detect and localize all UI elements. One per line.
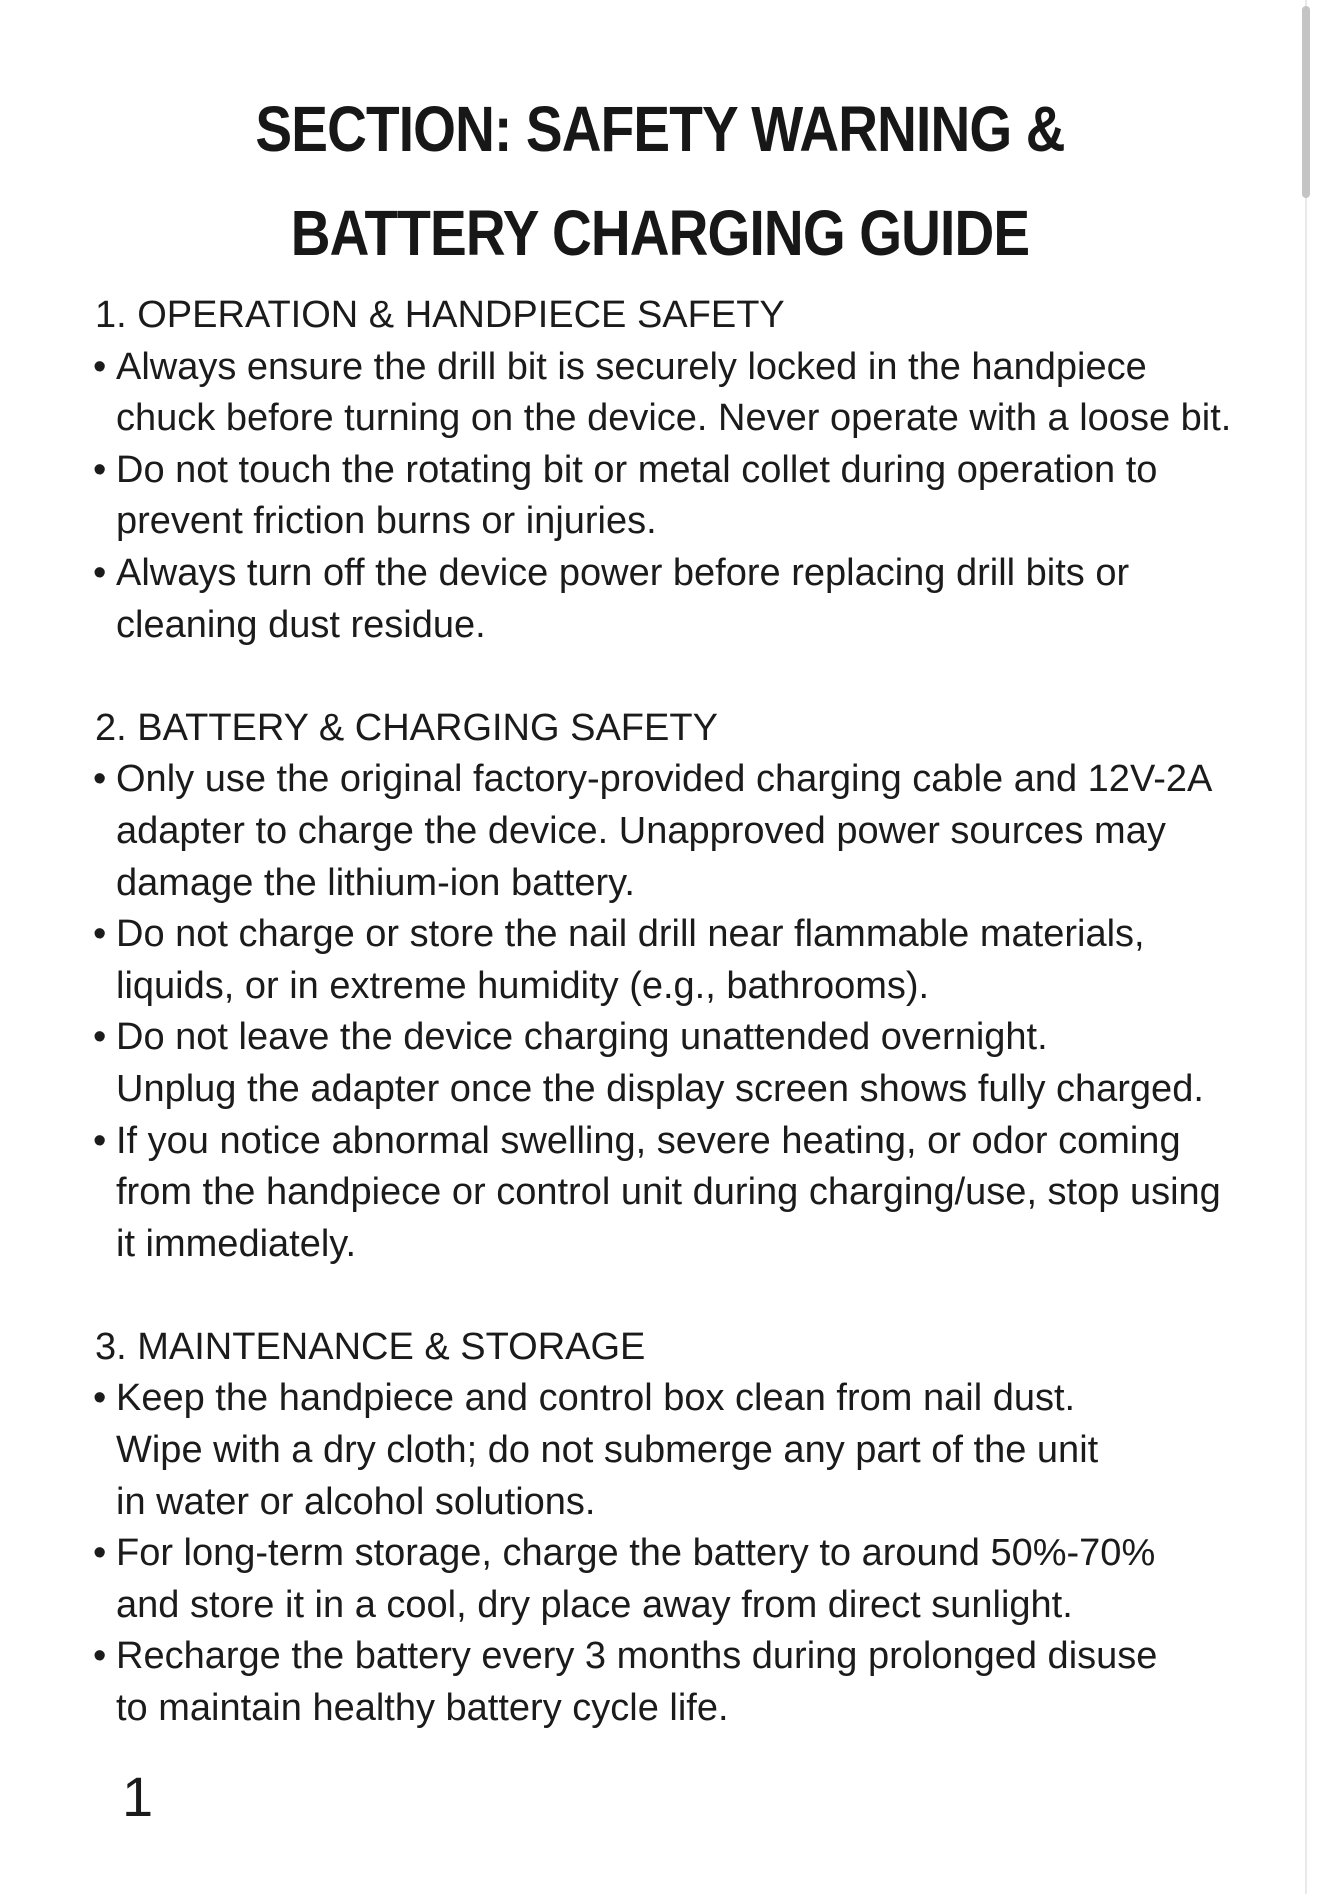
section-heading: 2. BATTERY & CHARGING SAFETY — [95, 706, 718, 749]
section-heading: 1. OPERATION & HANDPIECE SAFETY — [95, 294, 785, 336]
bullet-icon: • — [93, 1119, 107, 1162]
list-item-text: Do not touch the rotating bit or metal collet during operation to — [116, 448, 1158, 491]
bullet-icon: • — [93, 1377, 107, 1420]
bullet-icon: • — [93, 345, 107, 388]
list-item-text: Always turn off the device power before replacing drill bits or — [116, 551, 1130, 594]
section-battery-charging-safety — [95, 703, 1235, 1271]
list-item — [95, 1528, 1235, 1631]
bullet-icon: • — [93, 551, 107, 594]
list-item-text: chuck before turning on the device. Never operate with a loose bit. — [116, 397, 1232, 440]
list-item — [95, 1116, 1235, 1271]
list-item — [95, 342, 1235, 445]
page-number: 1 — [122, 1765, 154, 1828]
list-item-text: in water or alcohol solutions. — [116, 1480, 596, 1523]
list-item-text: If you notice abnormal swelling, severe heating, or odor coming — [116, 1119, 1181, 1162]
list-item — [95, 1012, 1235, 1115]
bullet-icon: • — [93, 1016, 107, 1059]
bullet-icon: • — [93, 758, 107, 801]
list-item — [95, 1373, 1235, 1528]
list-item-text: and store it in a cool, dry place away from direct sunlight. — [116, 1583, 1073, 1626]
list-item — [95, 909, 1235, 1012]
list-item-text: prevent friction burns or injuries. — [116, 500, 657, 543]
scrollbar-thumb[interactable] — [1302, 6, 1310, 198]
list-item-text: it immediately. — [116, 1222, 357, 1265]
list-item-text: liquids, or in extreme humidity (e.g., bathrooms). — [116, 964, 930, 1007]
document-body — [95, 290, 1235, 1786]
list-item-text: Recharge the battery every 3 months during prolonged disuse — [116, 1635, 1158, 1678]
section-operation-safety — [95, 290, 1235, 651]
list-item-text: Wipe with a dry cloth; do not submerge any part of the unit — [116, 1429, 1099, 1472]
list-item-text: cleaning dust residue. — [116, 603, 486, 646]
list-item-text: Always ensure the drill bit is securely locked in the handpiece — [116, 345, 1147, 388]
page-title-line-1: SECTION: SAFETY WARNING & — [255, 93, 1065, 165]
section-maintenance-storage — [95, 1322, 1235, 1735]
list-item-text: Only use the original factory-provided charging cable and 12V-2A — [116, 758, 1213, 801]
list-item-text: Keep the handpiece and control box clean from nail dust. — [116, 1377, 1076, 1420]
section-heading: 3. MAINTENANCE & STORAGE — [95, 1325, 646, 1368]
scrollbar-track[interactable] — [1307, 0, 1320, 1894]
bullet-icon: • — [93, 1532, 107, 1575]
list-item-text: Unplug the adapter once the display screen shows fully charged. — [116, 1067, 1204, 1110]
list-item-text: Do not leave the device charging unattended overnight. — [116, 1016, 1048, 1059]
list-item-text: adapter to charge the device. Unapproved power sources may — [116, 809, 1166, 852]
list-item — [95, 548, 1235, 651]
bullet-icon: • — [93, 1635, 107, 1678]
page-title-line-2: BATTERY CHARGING GUIDE — [290, 197, 1030, 269]
list-item-text: to maintain healthy battery cycle life. — [116, 1687, 729, 1730]
bullet-icon: • — [93, 448, 107, 491]
list-item-text: damage the lithium-ion battery. — [116, 861, 635, 904]
list-item-text: Do not charge or store the nail drill near flammable materials, — [116, 913, 1145, 956]
list-item-text: For long-term storage, charge the battery to around 50%-70% — [116, 1532, 1156, 1575]
list-item — [95, 445, 1235, 548]
list-item-text: from the handpiece or control unit during charging/use, stop using — [116, 1171, 1221, 1214]
bullet-icon: • — [93, 913, 107, 956]
list-item — [95, 1631, 1235, 1734]
list-item — [95, 754, 1235, 909]
